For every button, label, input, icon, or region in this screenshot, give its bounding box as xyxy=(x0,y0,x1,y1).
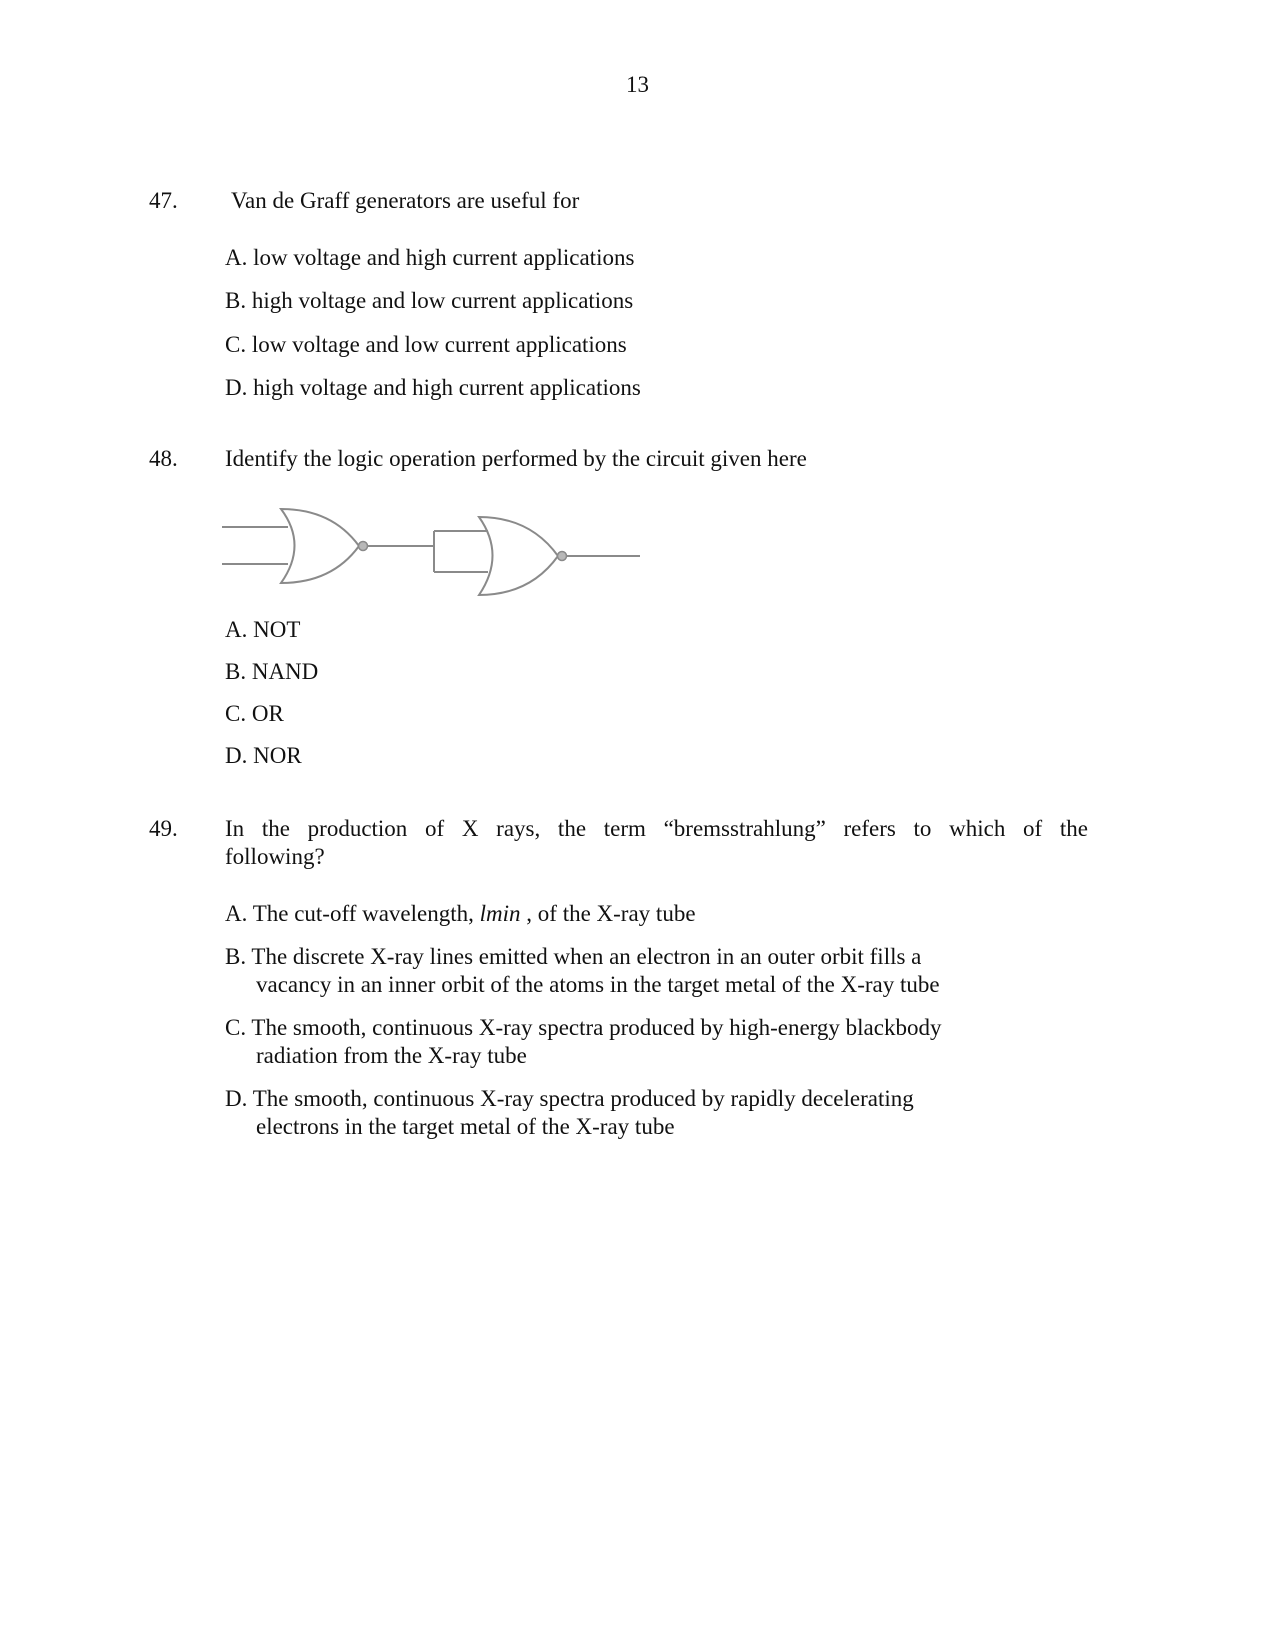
question-47-option-a: A. low voltage and high current applications xyxy=(225,245,635,270)
question-49-option-b-line-1: B. The discrete X-ray lines emitted when an electron in an outer orbit fills a xyxy=(225,944,922,969)
question-49-option-a-prefix: A. The cut-off wavelength, xyxy=(225,901,480,926)
question-48-text: Identify the logic operation performed by the circuit given here xyxy=(225,446,807,471)
question-48-number: 48. xyxy=(149,446,178,471)
question-49-number: 49. xyxy=(149,816,178,841)
lambda-min-symbol: lmin xyxy=(479,901,521,926)
question-47-text: Van de Graff generators are useful for xyxy=(231,188,580,213)
nor-gate-2-inversion-bubble xyxy=(558,552,567,561)
page-number: 13 xyxy=(626,72,649,97)
question-48-option-a: A. NOT xyxy=(225,617,301,642)
question-49-option-d-line-2: electrons in the target metal of the X-ray tube xyxy=(256,1114,675,1139)
question-47-option-c: C. low voltage and low current applications xyxy=(225,332,627,357)
nor-gate-1-body xyxy=(281,509,359,583)
logic-circuit-diagram xyxy=(222,503,642,603)
question-47-option-b: B. high voltage and low current applications xyxy=(225,288,634,313)
question-49-text-line-1: In the production of X rays, the term “bremsstrahlung” refers to which of the xyxy=(225,816,1088,841)
question-48-option-c: C. OR xyxy=(225,701,284,726)
question-48-option-d: D. NOR xyxy=(225,743,302,768)
question-49-option-a xyxy=(225,901,696,927)
question-49-option-b-line-2: vacancy in an inner orbit of the atoms in the target metal of the X-ray tube xyxy=(256,972,940,997)
nor-gate-2-body xyxy=(479,517,558,595)
question-47-number: 47. xyxy=(149,188,178,213)
question-49-option-a-suffix: , of the X-ray tube xyxy=(520,901,696,926)
question-49-option-c-line-1: C. The smooth, continuous X-ray spectra produced by high-energy blackbody xyxy=(225,1015,942,1040)
question-49-option-d-line-1: D. The smooth, continuous X-ray spectra produced by rapidly decelerating xyxy=(225,1086,914,1111)
question-49-text-line-2: following? xyxy=(225,844,325,869)
question-49-option-c-line-2: radiation from the X-ray tube xyxy=(256,1043,527,1068)
question-47-option-d: D. high voltage and high current applications xyxy=(225,375,641,400)
nor-gate-1-inversion-bubble xyxy=(359,542,368,551)
question-48-option-b: B. NAND xyxy=(225,659,319,684)
